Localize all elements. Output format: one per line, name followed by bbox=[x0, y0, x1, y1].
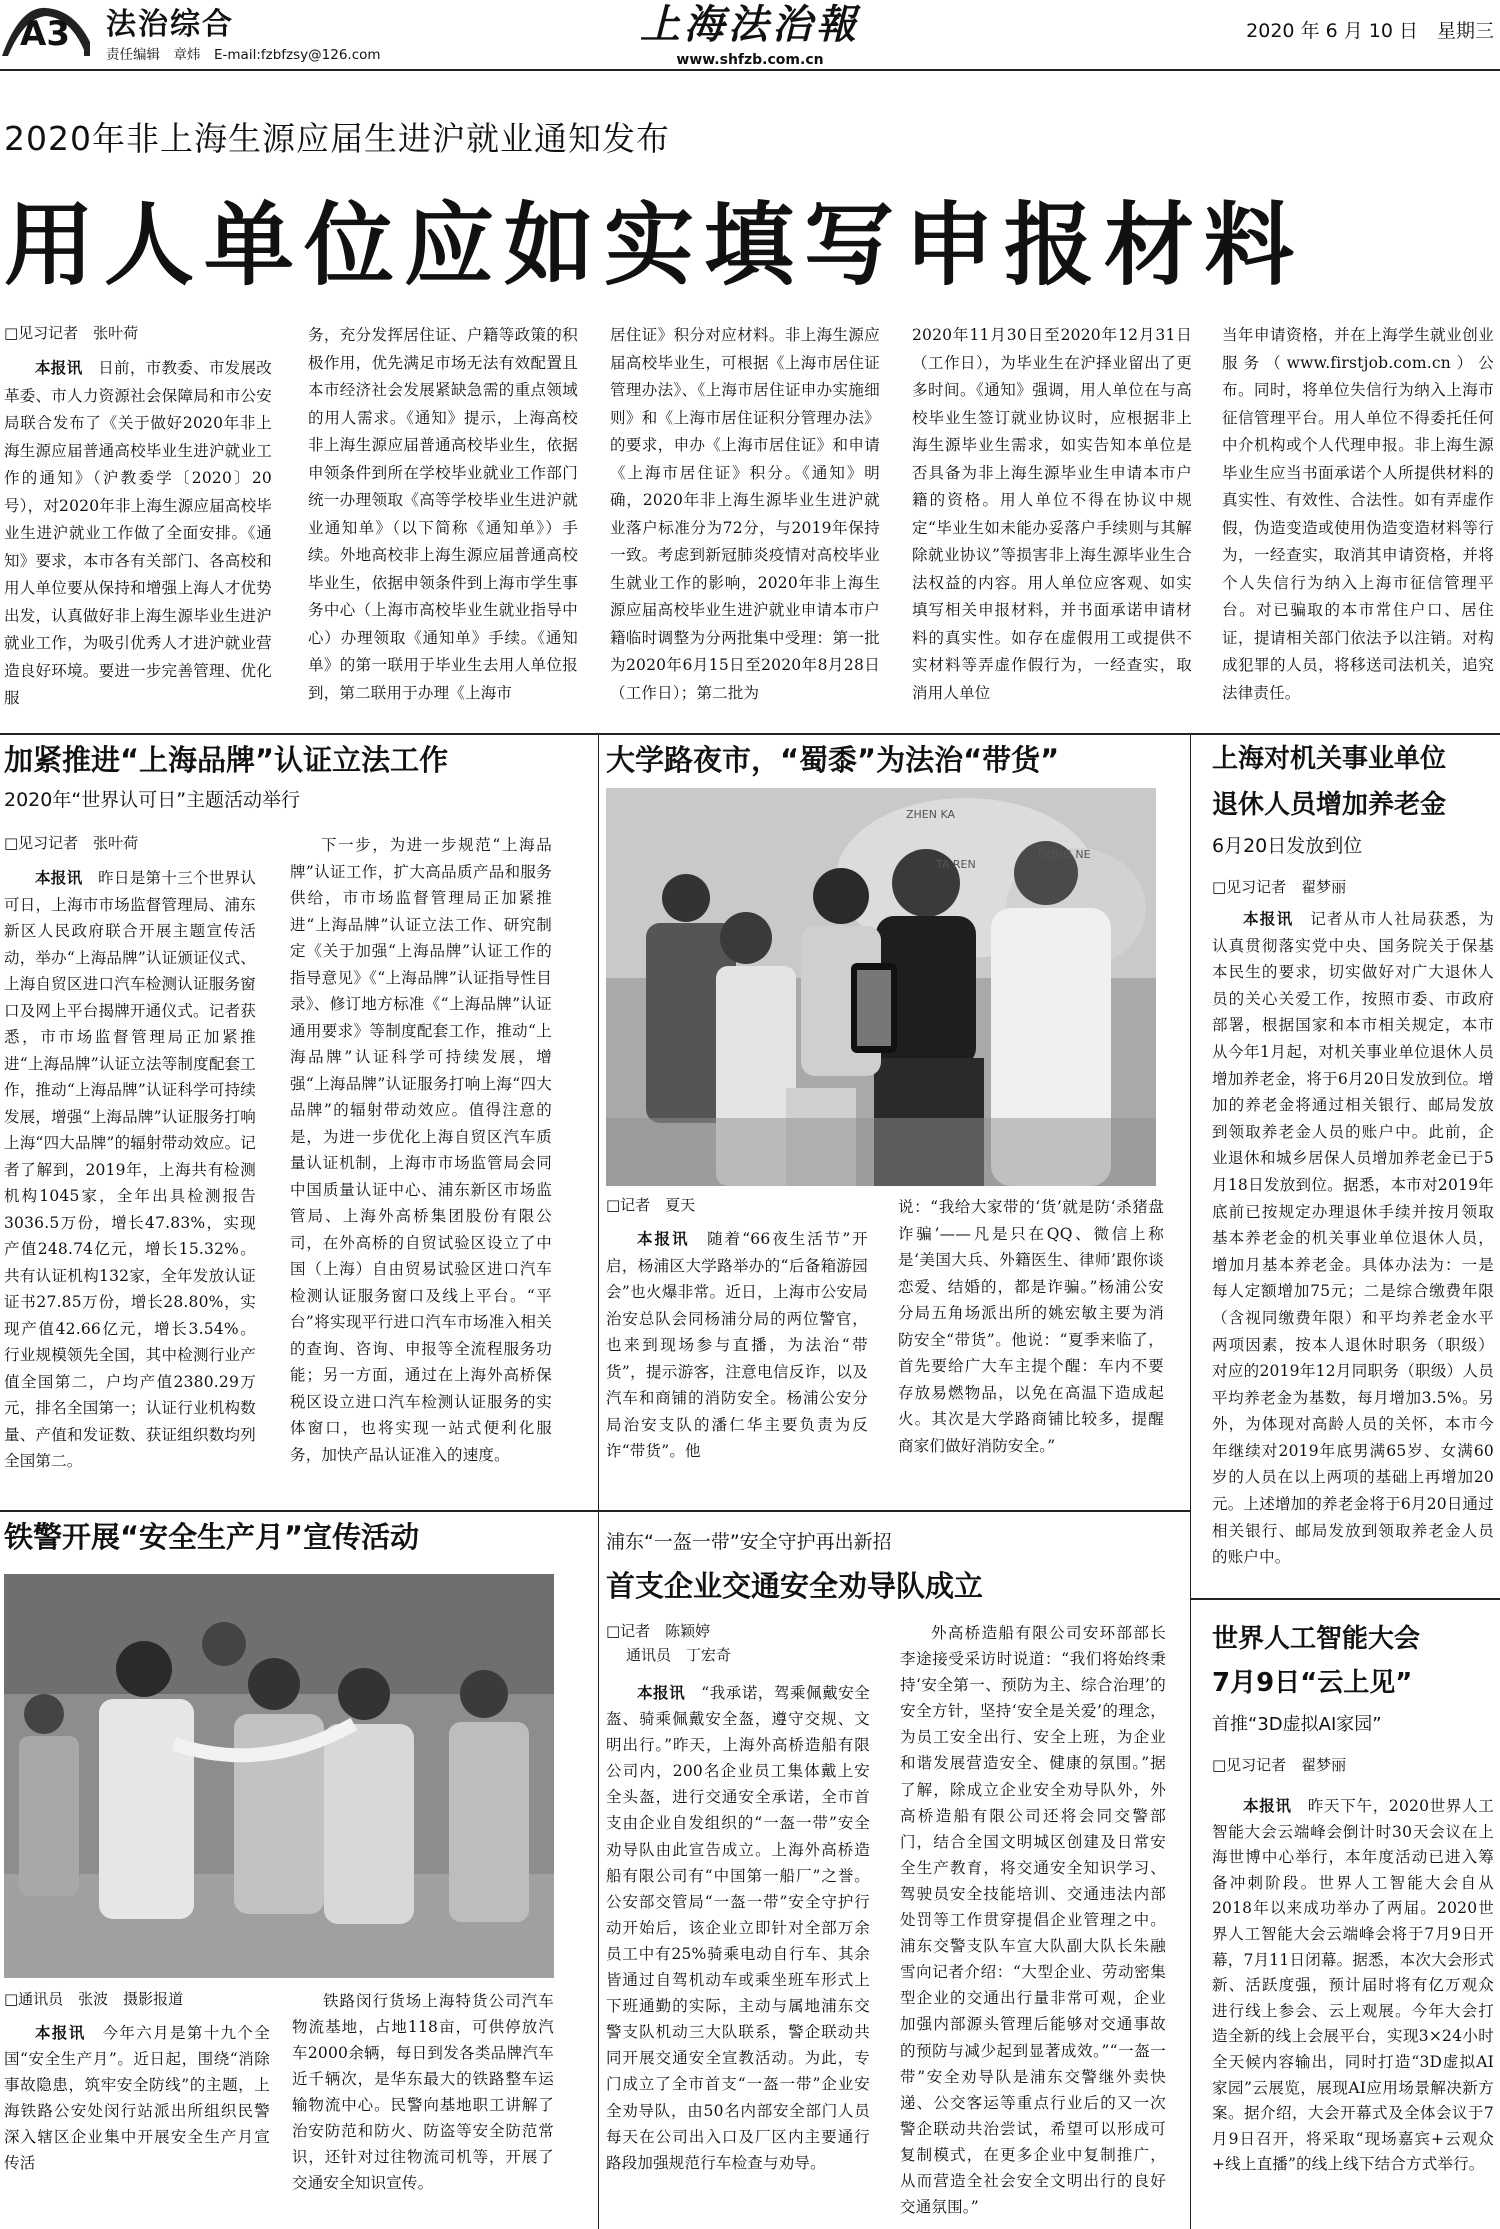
brand-rule bbox=[0, 1510, 598, 1512]
top-col-4-text: 2020年11月30日至2020年12月31日（工作日），为毕业生在沪择业留出了更多时间。《通知》强调，用人单位在与高校毕业生签订就业协议时，应根据非上海生源毕业生需求，如实告知本单位是否具备为非上海生源毕业生申请本市户籍的资格。用人单位不得在协议中规定“毕业生如未能办妥落户手续则与其解除就业协议”等损害非上海生源毕业生合法权益的内容。用人单位应客观、如实填写相关申报材料，并书面承诺申请材料的真实性。如存在虚假用工或提供不实材料等弄虚作假行为，一经查实，取消用人单位 bbox=[912, 326, 1192, 702]
traffic-col-2-text: 外高桥造船有限公司安环部部长李途接受采访时说道：“我们将始终秉持‘安全第一、预防为主、综合治理’的安全方针，坚持‘安全是关爱’的理念，为员工安全出行、安全上班，为企业和谐发展营造安全、健康的氛围。”据了解，除成立企业安全劝导队外，外高桥造船有限公司还将会同交警部门，结合全国文明城区创建及日常安全生产教育，将交通安全知识学习、驾驶员安全技能培训、交通违法内部处罚等工作贯穿提倡企业管理之中。浦东交警支队车宣大队副大队长朱融雪向记者介绍：“大型企业、劳动密集型企业的交通出行量非常可观，企业加强内部源头管理后能够对交通事故的预防与减少起到显著成效。”“一盔一带”安全劝导队是浦东交警继外卖快递、公交客运等重点行业后的又一次警企联动共治尝试，希望可以形成可复制模式，在更多企业中复制推广，从而营造全社会安全文明出行的良好交通氛围。” bbox=[900, 1624, 1166, 2217]
pension-byline: □见习记者 翟梦丽 bbox=[1212, 878, 1347, 896]
pension-headline-1: 上海对机关事业单位 bbox=[1212, 744, 1447, 774]
traffic-col-1-text: “我承诺，驾乘佩戴安全盔、骑乘佩戴安全盔，遵守交规、文明出行。”昨天，上海外高桥造船有限公司内，200名企业员工集体戴上安全头盔，进行交通安全承诺，全市首支由企业自发组织的“一盔一带”安全劝导队由此宣告成立。上海外高桥造船有限公司有“中国第一船厂”之誉。公安部交管局“一盔一带”安全守护行动开始后，该企业立即针对全部万余员工中有25%骑乘电动自行车、其余皆通过自驾机动车或乘坐班车形式上下班通勤的实际，主动与属地浦东交警支队机动三大队联系，警企联动共同开展交通安全宣教活动。为此，专门成立了全市首支“一盔一带”企业安全劝导队，由50名内部安全部门人员每天在公司出入口及厂区内主要通行路段加强规范行车检查与劝导。 bbox=[606, 1684, 870, 2172]
issue-date: 2020 年 6 月 10 日 星期三 bbox=[1246, 20, 1494, 42]
traffic-col-1 bbox=[606, 1680, 870, 2226]
ai-body-text: 昨天下午，2020世界人工智能大会云端峰会倒计时30天会议在上海世博中心举行，本年度活动已进入筹备冲刺阶段。世界人工智能大会自从2018年以来成功举办了两届。2020世界人工智能大会云端峰会将于7月9日开幕，7月11日闭幕。据悉，本次大会形式新、活跃度强，预计届时将有亿万观众进行线上参会、云上观展。今年大会打造全新的线上会展平台，实现3×24小时全天候内容输出，同时打造“3D虚拟AI家园”云展览，展现AI应用场景解决新方案。据介绍，大会开幕式及全体会议于7月9日召开，将采取“现场嘉宾+云观众+线上直播”的线上线下结合方式举行。 bbox=[1212, 1797, 1494, 2174]
night-rule bbox=[599, 1510, 1190, 1512]
top-col-2 bbox=[308, 322, 578, 727]
ai-byline: □见习记者 翟梦丽 bbox=[1212, 1756, 1347, 1774]
dateline: 本报讯 bbox=[35, 359, 83, 377]
pension-headline-2: 退休人员增加养老金 bbox=[1212, 790, 1447, 820]
top-col-1-text: 日前，市教委、市发展改革委、市人力资源社会保障局和市公安局联合发布了《关于做好2020年非上海生源应届普通高校毕业生进沪就业工作的通知》（沪教委学〔2020〕20号），对2020年非上海生源应届高校毕业生进沪就业工作做了全面安排。《通知》要求，本市各有关部门、各高校和用人单位要从保持和增强上海人才优势出发，认真做好非上海生源毕业生进沪就业工作，为吸引优秀人才进沪就业营造良好环境。要进一步完善管理、优化服 bbox=[4, 359, 272, 707]
photo-sign-2: TA REN bbox=[936, 858, 976, 871]
night-col-2 bbox=[898, 1194, 1164, 1506]
dateline: 本报讯 bbox=[35, 869, 83, 887]
dateline: 本报讯 bbox=[35, 2024, 86, 2042]
night-col-1-text: 随着“66夜生活节”开启，杨浦区大学路举办的“后备箱游园会”也火爆非常。近日，上海市公安局治安总队会同杨浦分局的两位警官，也来到现场参与直播，为法治“带货”，提示游客，注意电信反诈，以及汽车和商铺的消防安全。杨浦公安分局治安支队的潘仁华主要负责为反诈“带货”。他 bbox=[606, 1230, 868, 1460]
ai-headline-2: 7月9日“云上见” bbox=[1212, 1668, 1413, 1698]
dateline: 本报讯 bbox=[1243, 910, 1294, 928]
brand-headline: 加紧推进“上海品牌”认证立法工作 bbox=[4, 743, 449, 777]
traffic-kicker: 浦东“一盔一带”安全守护再出新招 bbox=[606, 1531, 892, 1553]
top-col-5-text: 当年申请资格，并在上海学生就业创业服务（www.firstjob.com.cn）公布。同时，将单位失信行为纳入上海市征信管理平台。用人单位不得委托任何中介机构或个人代理申报。非上海生源毕业生应当书面承诺个人所提供材料的真实性、有效性、合法性。如有弄虚作假，伪造变造或使用伪造变造材料等行为，一经查实，取消其申请资格，并将个人失信行为纳入上海市征信管理平台。对已骗取的本市常住户口、居住证，提请相关部门依法予以注销。对构成犯罪的人员，将移送司法机关，追究法律责任。 bbox=[1222, 326, 1494, 702]
rail-col-2-text: 铁路闵行货场上海特货公司汽车物流基地，占地118亩，可供停放汽车2000余辆，每日到发各类品牌汽车近千辆次，是华东最大的铁路整车运输物流中心。民警向基地职工讲解了治安防范和防火、防盗等安全防范常识，还针对过往物流司机等，开展了交通安全知识宣传。 bbox=[292, 1992, 554, 2192]
top-col-1 bbox=[4, 355, 272, 727]
night-headline: 大学路夜市，“蜀黍”为法治“带货” bbox=[606, 743, 1060, 777]
night-col-1 bbox=[606, 1226, 868, 1506]
top-col-5 bbox=[1222, 322, 1494, 727]
ai-subhead: 首推“3D虚拟AI家园” bbox=[1212, 1714, 1382, 1735]
rail-col-1-text: 今年六月是第十九个全国“安全生产月”。近日起，围绕“消除事故隐患，筑牢安全防线”的主题，上海铁路公安处闵行站派出所组织民警深入辖区企业集中开展安全生产月宣传活 bbox=[4, 2024, 270, 2172]
ai-headline-1: 世界人工智能大会 bbox=[1212, 1624, 1421, 1654]
night-photo-credit: □记者 夏天 bbox=[606, 1196, 696, 1214]
brand-col-2-text: 下一步，为进一步规范“上海品牌”认证工作，扩大高品质产品和服务供给，市市场监督管理局正加紧推进“上海品牌”认证立法工作、研究制定《关于加强“上海品牌”认证工作的指导意见》《“上海品牌”认证指导性目录》、修订地方标准《“上海品牌”认证通用要求》等制度配套工作，推动“上海品牌”认证科学可持续发展，增强“上海品牌”认证服务打响上海“四大品牌”的辐射带动效应。值得注意的是，为进一步优化上海自贸区汽车质量认证机制，上海市市场监管局会同中国质量认证中心、浦东新区市场监管局、上海外高桥集团股份有限公司，在外高桥的自贸试验区设立了中国（上海）自由贸易试验区进口汽车检测认证服务窗口及线上平台。“平台”将实现平行进口汽车市场准入相关的查询、咨询、申报等全流程服务功能；另一方面，通过在上海外高桥保税区设立进口汽车检测认证服务的实体窗口，也将实现一站式便利化服务，加快产品认证准入的速度。 bbox=[290, 836, 552, 1464]
right-column-rule bbox=[1190, 735, 1191, 2229]
dateline: 本报讯 bbox=[1243, 1797, 1292, 1815]
brand-col-2 bbox=[290, 832, 552, 1505]
section-title: 法治综合 bbox=[106, 7, 234, 42]
pension-body-text: 记者从市人社局获悉，为认真贯彻落实党中央、国务院关于保基本民生的要求，切实做好对广大退休人员的关心关爱工作，按照市委、市政府部署，根据国家和本市相关规定，本市从今年1月起，对机关事业单位退休人员增加养老金，将于6月20日发放到位。增加的养老金将通过相关银行、邮局发放到领取养老金人员的账户中。此前，企业退休和城乡居保人员增加养老金已于5月18日发放到位。据悉，本市对2019年底前已按规定办理退休手续并按月领取基本养老金的机关事业单位退休人员，增加月基本养老金。具体办法为：一是每人定额增加75元；二是综合缴费年限（含视同缴费年限）和平均养老金水平两项因素，按本人退休时职务（职级）对应的2019年12月同职务（职级）人员平均养老金为基数，每月增加3.5%。另外，为体现对高龄人员的关怀，本市今年继续对2019年底男满65岁、女满60岁的人员在以上两项的基础上再增加20元。上述增加的养老金将于6月20日通过相关银行、邮局发放到领取养老金人员的账户中。 bbox=[1212, 910, 1494, 1567]
top-headline: 用人单位应如实填写申报材料 bbox=[4, 193, 1304, 298]
brand-subhead: 2020年“世界认可日”主题活动举行 bbox=[4, 789, 301, 811]
website: www.shfzb.com.cn bbox=[676, 52, 824, 68]
dateline: 本报讯 bbox=[637, 1230, 690, 1248]
rail-col-1 bbox=[4, 2020, 270, 2225]
traffic-col-2 bbox=[900, 1620, 1166, 2226]
night-col-2-text: 说：“我给大家带的‘货’就是防‘杀猪盘诈骗’——凡是只在QQ、微信上称是‘美国大兵、外籍医生、律师’跟你谈恋爱、结婚的，都是诈骗。”杨浦公安分局五角场派出所的姚宏敏主要为消防安全“带货”。他说：“夏季来临了，首先要给广大车主提个醒：车内不要存放易燃物品，以免在高温下造成起火。其次是大学路商铺比较多，提醒商家们做好消防安全。” bbox=[898, 1198, 1164, 1455]
left-column-rule bbox=[598, 735, 599, 2229]
brand-col-1-text: 昨日是第十三个世界认可日，上海市市场监督管理局、浦东新区人民政府联合开展主题宣传活动，举办“上海品牌”认证颁证仪式、上海自贸区进口汽车检测认证服务窗口及网上平台揭牌开通仪式。记者获悉，市市场监督管理局正加紧推进“上海品牌”认证立法等制度配套工作，推动“上海品牌”认证科学可持续发展，增强“上海品牌”认证服务打响上海“四大品牌”的辐射带动效应。记者了解到，2019年，上海共有检测机构1045家，全年出具检测报告3036.5万份，增长47.83%，实现产值248.74亿元，增长15.32%。共有认证机构132家，全年发放认证证书27.85万份，增长28.80%，实现产值42.66亿元，增长3.54%。行业规模领先全国，其中检测行业产值全国第二，户均产值2380.29万元，排名全国第一；认证行业机构数量、产值和发证数、获证组织数均列全国第二。 bbox=[4, 869, 256, 1470]
top-byline: □见习记者 张叶荷 bbox=[4, 324, 139, 342]
rail-col-2 bbox=[292, 1988, 554, 2225]
traffic-byline-1: □记者 陈颖婷 bbox=[606, 1622, 711, 1640]
top-col-4 bbox=[912, 322, 1192, 727]
night-market-photo bbox=[606, 788, 1156, 1186]
top-col-3 bbox=[610, 322, 880, 727]
top-col-3-text: 居住证》积分对应材料。非上海生源应届高校毕业生，可根据《上海市居住证管理办法》、《上海市居住证申办实施细则》和《上海市居住证积分管理办法》的要求，申办《上海市居住证》和申请《上海市居住证》积分。《通知》明确，2020年非上海生源毕业生进沪就业落户标准分为72分，与2019年保持一致。考虑到新冠肺炎疫情对高校毕业生就业工作的影响，2020年非上海生源应届高校毕业生进沪就业申请本市户籍临时调整为分两批集中受理：第一批为2020年6月15日至2020年8月28日（工作日）；第二批为 bbox=[610, 326, 880, 702]
photo-sign-1: ZHEN KA bbox=[906, 808, 956, 821]
rail-photo bbox=[4, 1574, 554, 1978]
rail-photo-image bbox=[4, 1574, 554, 1978]
pension-subhead: 6月20日发放到位 bbox=[1212, 835, 1363, 857]
rail-headline: 铁警开展“安全生产月”宣传活动 bbox=[4, 1520, 420, 1554]
rail-photo-credit: □通讯员 张波 摄影报道 bbox=[4, 1990, 184, 2008]
masthead-rule bbox=[0, 69, 1500, 71]
editor-line: 责任编辑 章炜 E-mail:fzbfzsy@126.com bbox=[106, 47, 381, 63]
top-kicker: 2020年非上海生源应届生进沪就业通知发布 bbox=[4, 119, 670, 158]
dateline: 本报讯 bbox=[637, 1684, 686, 1702]
photo-sign-3: DONG NE bbox=[1038, 848, 1091, 861]
pension-body bbox=[1212, 906, 1494, 1584]
paper-name-logo: 上海法治報 bbox=[640, 1, 860, 48]
page-number: A3 bbox=[20, 14, 70, 54]
traffic-byline-2: 通讯员 丁宏奇 bbox=[626, 1646, 732, 1664]
top-story-rule bbox=[0, 733, 1500, 735]
top-col-2-text: 务，充分发挥居住证、户籍等政策的积极作用，优先满足市场无法有效配置且本市经济社会发展紧缺急需的重点领域的用人需求。《通知》提示，上海高校非上海生源应届普通高校毕业生，依据申领条件到所在学校毕业就业工作部门统一办理领取《高等学校毕业生进沪就业通知单》（以下简称《通知单》）手续。外地高校非上海生源应届普通高校毕业生，依据申领条件到上海市学生事务中心（上海市高校毕业生就业指导中心）办理领取《通知单》手续。《通知单》的第一联用于毕业生去用人单位报到，第二联用于办理《上海市 bbox=[308, 326, 578, 702]
brand-byline: □见习记者 张叶荷 bbox=[4, 834, 139, 852]
ai-body bbox=[1212, 1794, 1494, 2226]
brand-col-1 bbox=[4, 865, 256, 1505]
traffic-headline: 首支企业交通安全劝导队成立 bbox=[606, 1569, 984, 1603]
pension-rule bbox=[1191, 1598, 1500, 1600]
